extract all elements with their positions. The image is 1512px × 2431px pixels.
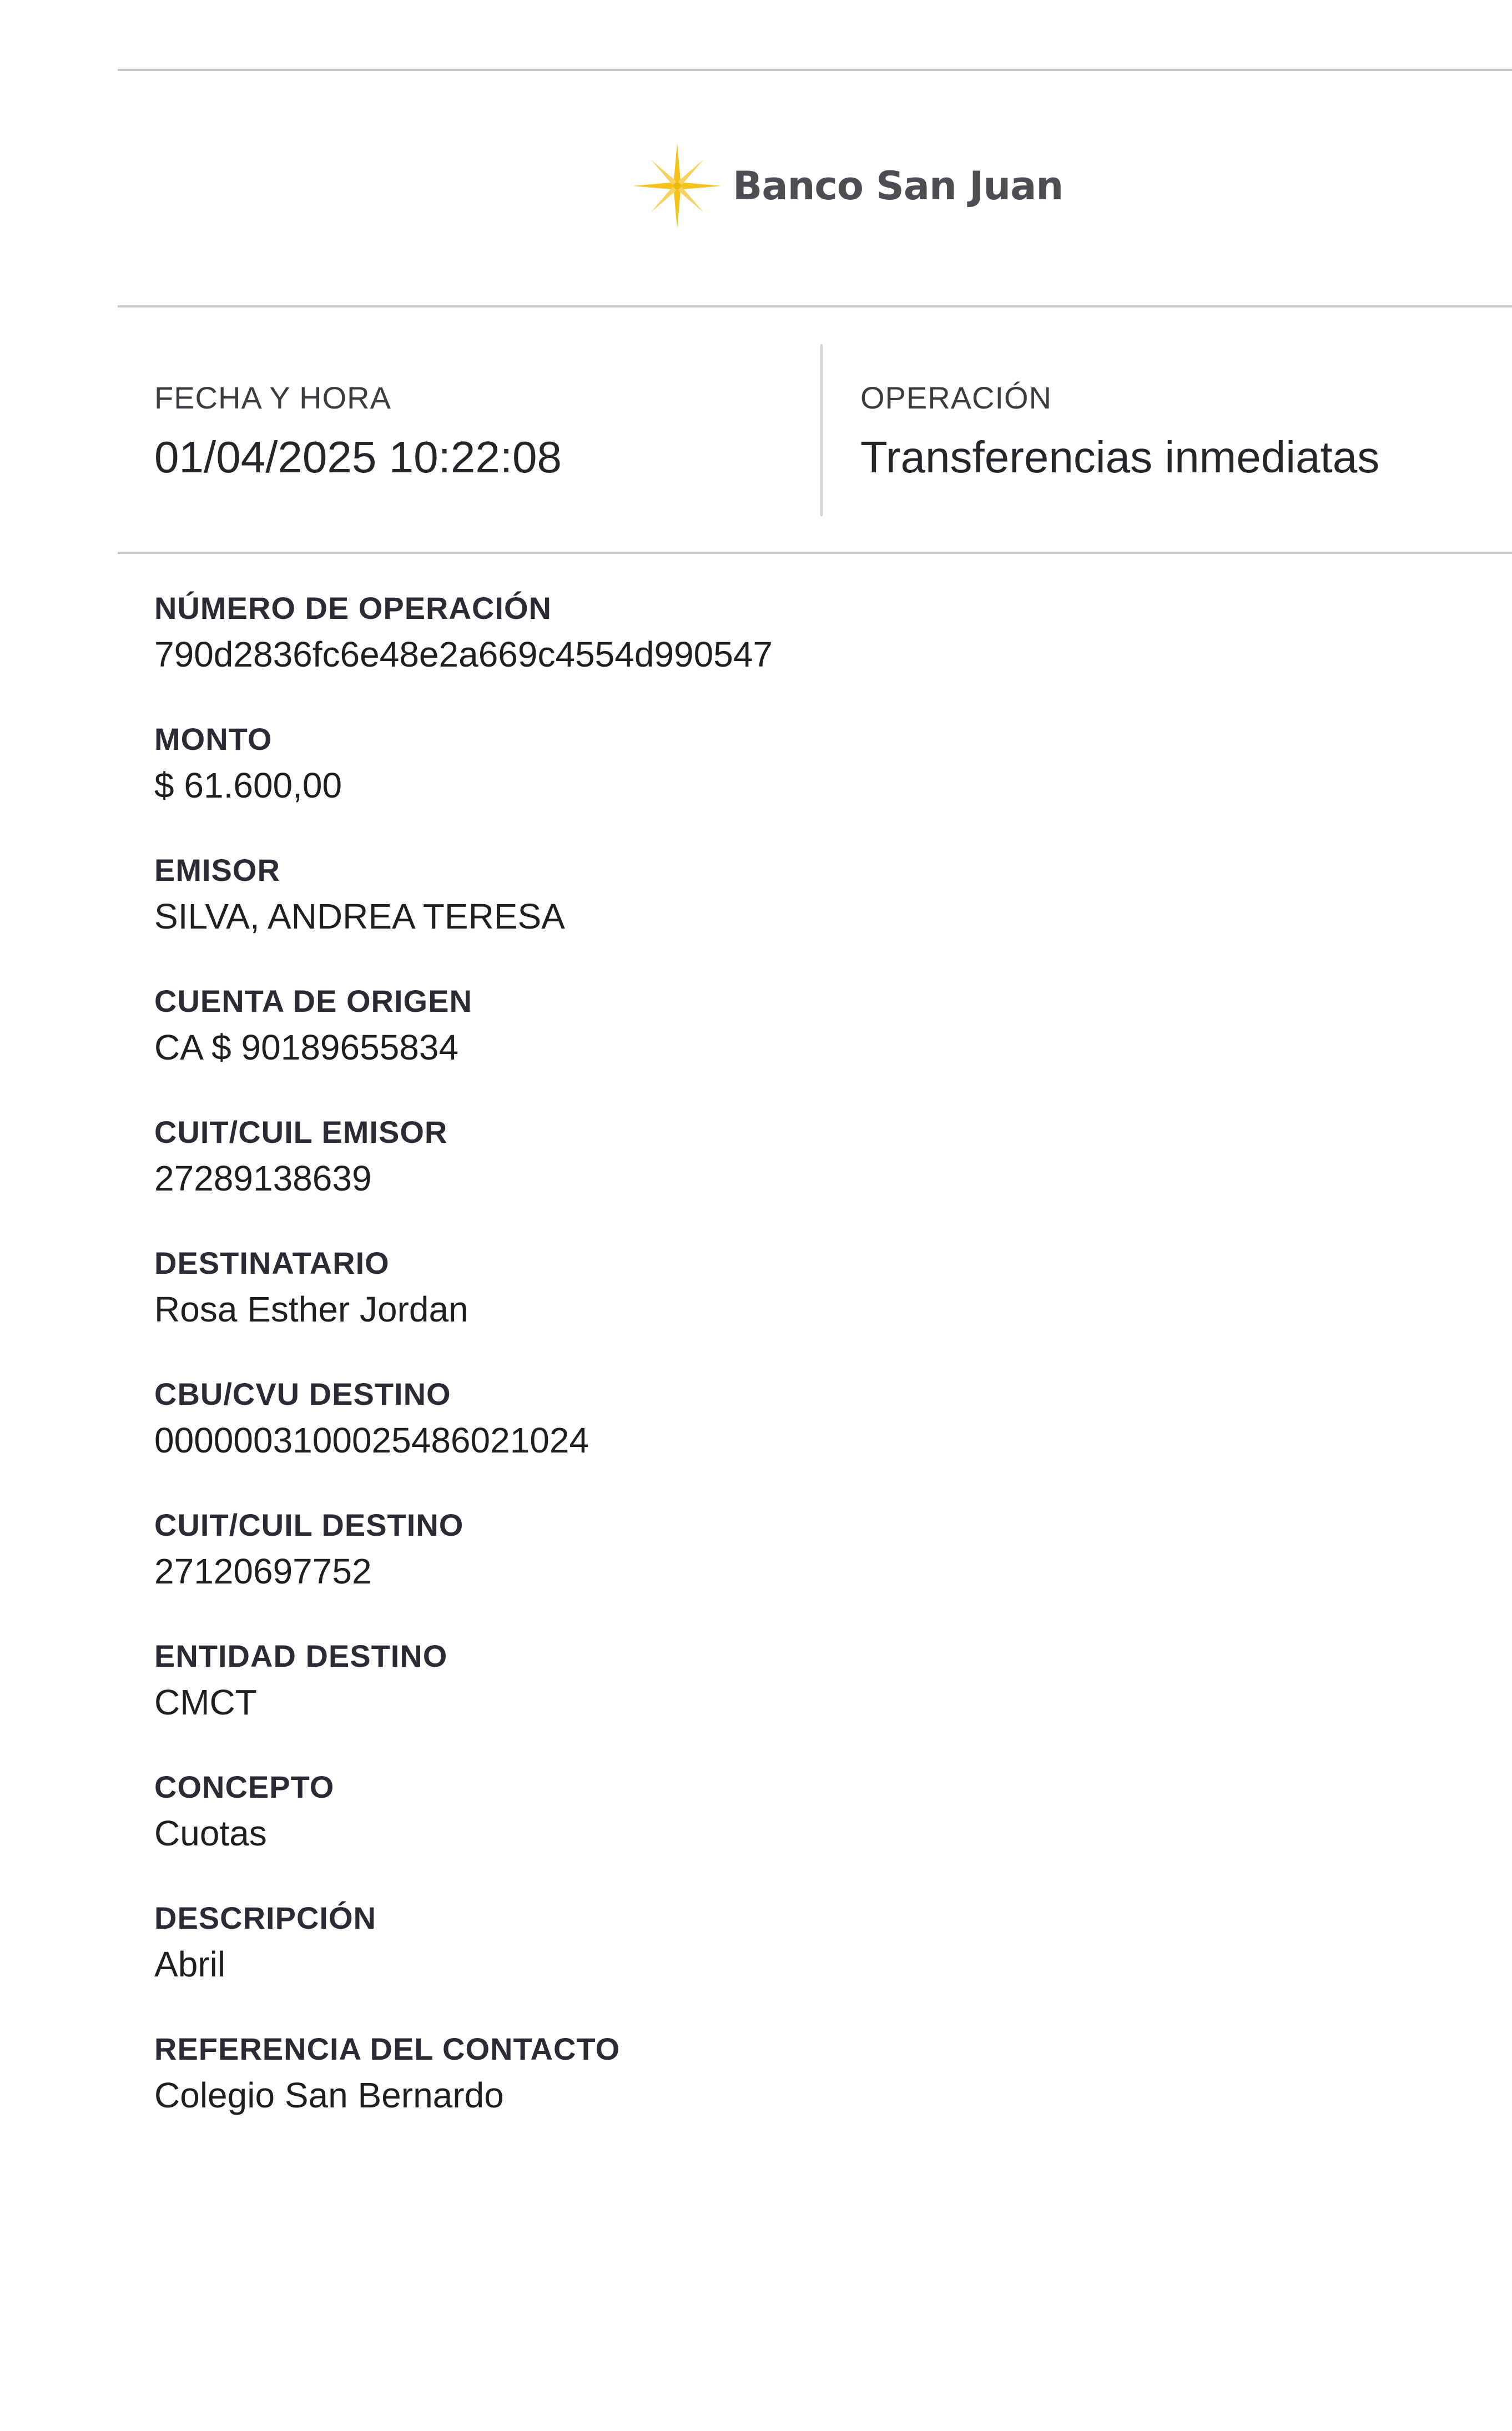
field-label: CONCEPTO [154,1769,335,1804]
field-recipient [154,1241,1456,1372]
field-contact-reference [154,2027,1456,2158]
field-description [154,1896,1456,2027]
field-value: Rosa Esther Jordan [154,1289,468,1329]
field-label: CUENTA DE ORIGEN [154,984,472,1018]
field-value: Abril [154,1944,226,1984]
field-label: EMISOR [154,853,280,887]
operation-value: Transferencias inmediatas [860,432,1380,482]
field-label: NÚMERO DE OPERACIÓN [154,591,552,626]
operation-block [860,379,1379,485]
field-label: CUIT/CUIL DESTINO [154,1507,464,1542]
bank-logo [633,142,1063,230]
field-value: CMCT [154,1682,257,1722]
field-destination-cuit [154,1503,1456,1634]
field-label: ENTIDAD DESTINO [154,1638,448,1673]
field-value: 27289138639 [154,1158,372,1198]
field-value: Colegio San Bernardo [154,2075,504,2115]
field-label: DESCRIPCIÓN [154,1900,376,1935]
field-value: $ 61.600,00 [154,765,342,805]
field-value: CA $ 90189655834 [154,1027,459,1067]
field-origin-account [154,979,1456,1110]
date-time-value: 01/04/2025 10:22:08 [154,432,562,482]
field-label: MONTO [154,722,273,756]
field-value: Cuotas [154,1813,267,1853]
logo-divider [118,305,1512,307]
field-value: 0000003100025486021024 [154,1420,589,1460]
field-label: CUIT/CUIL EMISOR [154,1114,448,1149]
field-value: 790d2836fc6e48e2a669c4554d990547 [154,634,773,674]
transfer-details [154,586,1456,2158]
field-value: SILVA, ANDREA TERESA [154,896,565,936]
field-concept [154,1765,1456,1896]
field-destination-entity [154,1634,1456,1765]
field-value: 27120697752 [154,1551,372,1591]
date-time-label: FECHA Y HORA [154,380,391,415]
field-amount [154,717,1456,848]
compass-star-icon [633,142,722,230]
field-sender [154,848,1456,979]
top-divider [118,69,1512,71]
meta-vertical-divider [820,344,823,516]
field-label: CBU/CVU DESTINO [154,1376,451,1411]
date-time-block [154,379,562,485]
field-label: DESTINATARIO [154,1245,390,1280]
operation-label: OPERACIÓN [860,380,1052,415]
bank-name: Banco San Juan [733,163,1064,209]
field-operation-number [154,586,1456,717]
field-sender-cuit [154,1110,1456,1241]
field-label: REFERENCIA DEL CONTACTO [154,2031,621,2066]
meta-divider [118,552,1512,554]
field-destination-cbu [154,1372,1456,1503]
